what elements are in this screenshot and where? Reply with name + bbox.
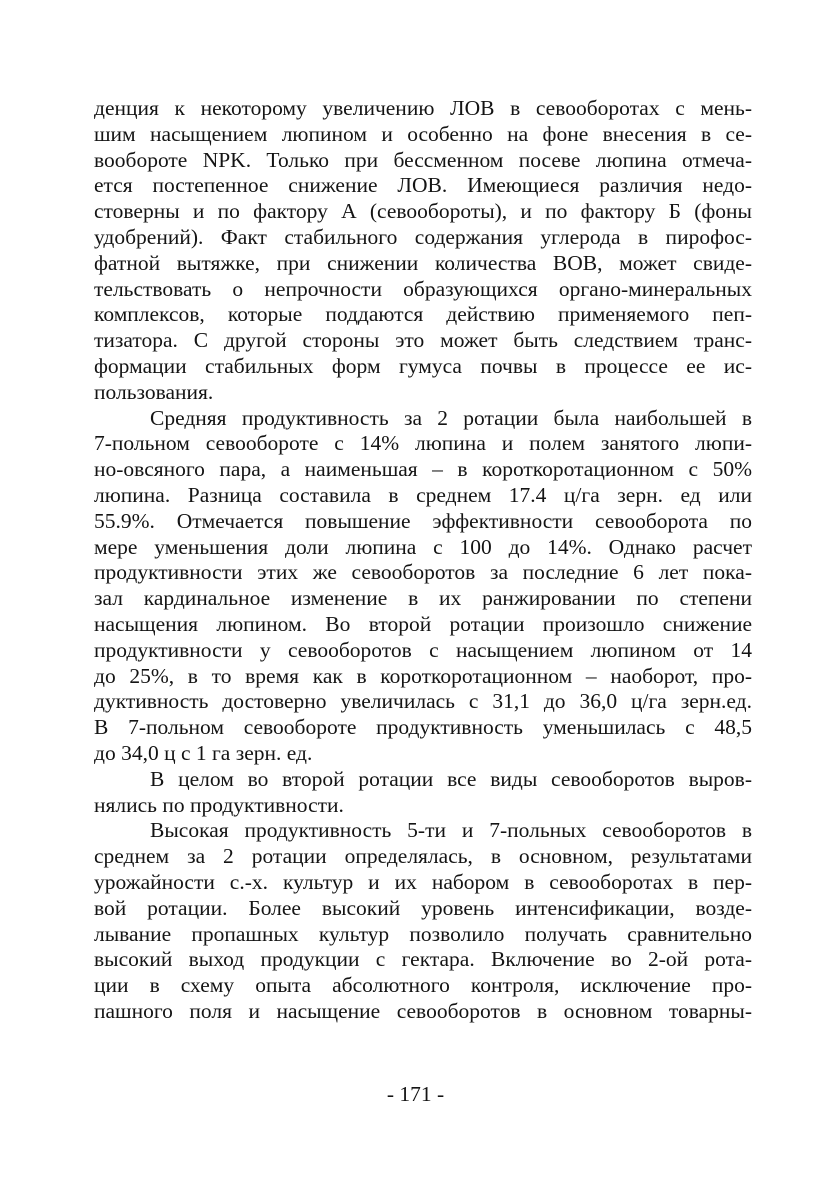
text-line: В целом во второй ротации все виды севооборотов выров- (150, 766, 752, 791)
page-number: - 171 - (386, 1082, 445, 1106)
text-line: пользования. (94, 379, 214, 404)
text-line: урожайности с.-х. культур и их набором в севооборотах в пер- (94, 869, 752, 894)
text-line: вой ротации. Более высокий уровень интенсификации, возде- (94, 895, 752, 920)
text-line: денция к некоторому увеличению ЛОВ в севооборотах с мень- (94, 96, 752, 120)
text-line: насыщения люпином. Во второй ротации произошло снижение (94, 611, 752, 636)
text-line: мере уменьшения доли люпина с 100 до 14%. Однако расчет (94, 534, 752, 559)
text-line: вообороте NPK. Только при бессменном посеве люпина отмеча- (94, 147, 752, 172)
text-line: 7-польном севообороте с 14% люпина и полем занятого люпи- (94, 431, 752, 456)
paragraph-2 (94, 406, 752, 767)
paragraph-1 (94, 96, 752, 406)
page-text (94, 96, 752, 1025)
text-line: высокий выход продукции с гектара. Включение во 2-ой рота- (94, 947, 752, 972)
text-line: комплексов, которые поддаются действию применяемого пеп- (94, 302, 752, 327)
text-line: В 7-польном севообороте продуктивность уменьшилась с 48,5 (94, 715, 752, 740)
text-line: 55.9%. Отмечается повышение эффективности севооборота по (94, 508, 752, 533)
paragraph-4 (94, 818, 752, 1024)
text-line: нялись по продуктивности. (94, 792, 344, 817)
paragraph-3 (94, 767, 752, 819)
text-line: шим насыщением люпином и особенно на фоне внесения в се- (94, 121, 752, 146)
text-line: лывание пропашных культур позволило получать сравнительно (94, 921, 752, 946)
text-line: Высокая продуктивность 5-ти и 7-польных севооборотов в (150, 818, 752, 843)
text-line: пашного поля и насыщение севооборотов в основном товарны- (94, 998, 752, 1023)
text-line: дуктивность достоверно увеличилась с 31,1 до 36,0 ц/га зерн.ед. (94, 689, 752, 714)
text-line: среднем за 2 ротации определялась, в основном, результатами (94, 844, 752, 869)
text-line: люпина. Разница составила в среднем 17.4 ц/га зерн. ед или (94, 482, 752, 507)
text-line: удобрений). Факт стабильного содержания углерода в пирофос- (94, 224, 752, 249)
text-line: тельствовать о непрочности образующихся органо-минеральных (94, 276, 752, 301)
text-line: продуктивности этих же севооборотов за последние 6 лет пока- (94, 560, 752, 585)
text-line: ции в схему опыта абсолютного контроля, исключение про- (94, 973, 752, 998)
text-line: тизатора. С другой стороны это может быть следствием транс- (94, 328, 752, 353)
text-line: зал кардинальное изменение в их ранжировании по степени (94, 586, 752, 611)
text-line: продуктивности у севооборотов с насыщением люпином от 14 (94, 637, 752, 662)
text-line: до 34,0 ц с 1 га зерн. ед. (94, 740, 313, 765)
text-line: стоверны и по фактору А (севообороты), и по фактору Б (фоны (94, 199, 752, 224)
text-line: ется постепенное снижение ЛОВ. Имеющиеся различия недо- (94, 173, 752, 198)
text-line: фатной вытяжке, при снижении количества ВОВ, может свиде- (94, 250, 752, 275)
text-line: до 25%, в то время как в короткоротационном – наоборот, про- (94, 663, 752, 688)
text-line: но-овсяного пара, а наименьшая – в короткоротационном с 50% (94, 457, 752, 482)
text-line: формации стабильных форм гумуса почвы в процессе ее ис- (94, 353, 752, 378)
text-line: Средняя продуктивность за 2 ротации была наибольшей в (150, 405, 752, 430)
